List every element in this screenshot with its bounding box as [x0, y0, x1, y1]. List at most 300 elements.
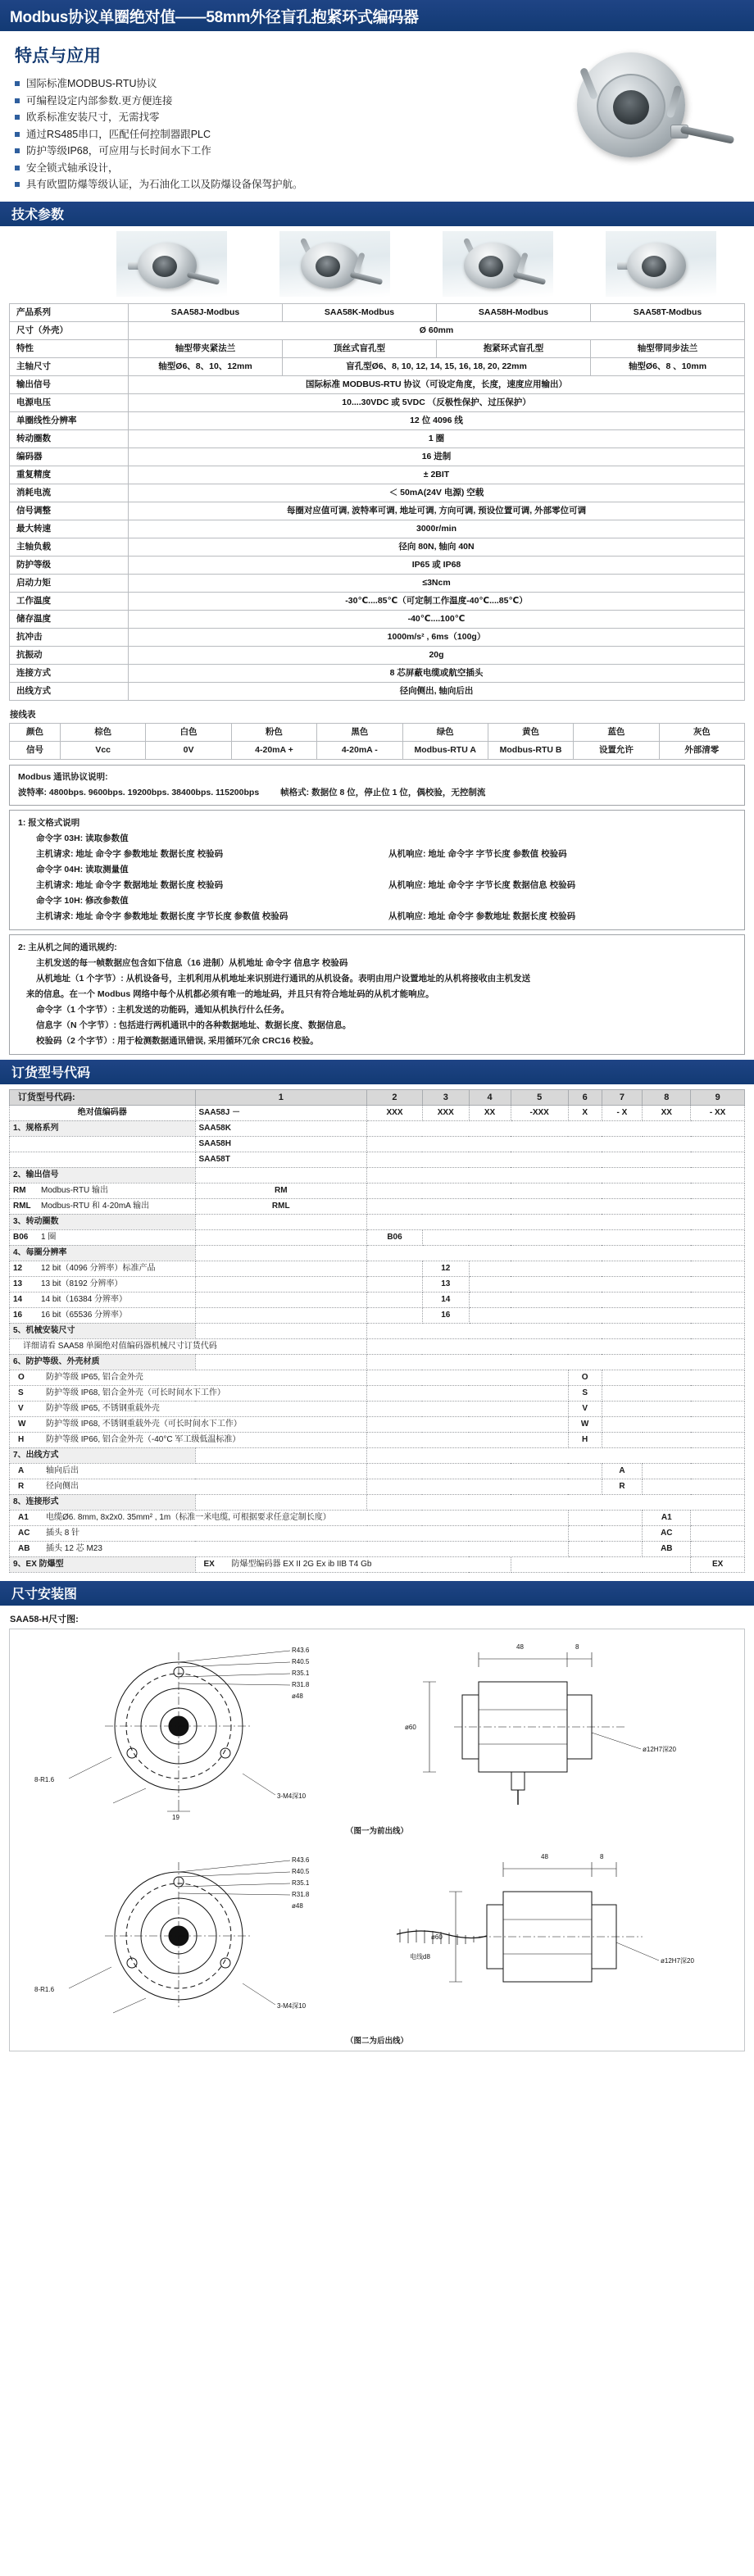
table-row	[10, 1447, 745, 1463]
wiring-color: 灰色	[659, 723, 744, 741]
front-view-svg	[15, 1634, 375, 1823]
wiring-color: 绿色	[402, 723, 488, 741]
table-row	[10, 375, 745, 393]
row-value: 径向侧出, 轴向后出	[129, 682, 745, 700]
table-row	[10, 1183, 745, 1198]
order-item	[10, 1479, 367, 1494]
protocol-master-slave-box	[9, 934, 745, 1055]
row-label: 电源电压	[10, 393, 129, 411]
order-spacer	[367, 1307, 423, 1323]
dim-label: 3-M4深10	[277, 1792, 307, 1800]
order-code-slots	[469, 1276, 744, 1292]
row-value: -30℃....85℃（可定制工作温度-40℃....85℃）	[129, 592, 745, 610]
row-value: 每圈对应值可调, 波特率可调, 地址可调, 方向可调, 预设位置可调, 外部零位可调	[129, 502, 745, 520]
table-row	[10, 321, 745, 339]
dimensions-banner	[0, 1581, 754, 1606]
order-item-desc: 12 bit（4096 分辨率）标准产品	[41, 1263, 156, 1273]
row-value: 国际标准 MODBUS-RTU 协议（可设定角度，长度，速度应用输出）	[129, 375, 745, 393]
order-item-desc: 16 bit（65536 分辨率）	[41, 1310, 128, 1320]
feature-text: 防护等级IP68，可应用与长时间水下工作	[26, 145, 211, 157]
table-row	[10, 429, 745, 448]
dimensions-caption: SAA58-H尺寸图:	[10, 1614, 79, 1624]
table-row	[10, 411, 745, 429]
order-spacer	[195, 1261, 367, 1276]
order-item-desc: 防护等级 IP65, 不锈钢重载外壳	[46, 1403, 160, 1413]
side-view-svg	[380, 1634, 741, 1823]
protocol-section	[9, 765, 745, 1055]
square-bullet-icon	[15, 148, 20, 153]
table-row	[10, 664, 745, 682]
table-row	[10, 1556, 745, 1572]
table-row	[10, 448, 745, 466]
wiring-color: 粉色	[231, 723, 316, 741]
dim-label: ø48	[292, 1901, 303, 1910]
table-row	[10, 1245, 745, 1261]
table-row	[10, 484, 745, 502]
features-heading: 特点与应用	[15, 47, 101, 66]
tech-params-banner	[0, 202, 754, 226]
order-code-slots	[367, 1323, 745, 1338]
table-row	[10, 1167, 745, 1183]
order-item	[10, 1525, 569, 1541]
row-label: 连接方式	[10, 664, 129, 682]
dim-label: ø12H7深20	[661, 1956, 694, 1965]
row-label: 信号调整	[10, 502, 129, 520]
table-row	[10, 1136, 745, 1152]
order-item-code: B06	[367, 1229, 423, 1245]
order-col-num: 5	[511, 1089, 568, 1105]
order-item-code: W	[568, 1416, 602, 1432]
cable	[350, 271, 384, 284]
order-item-key: W	[18, 1419, 26, 1429]
row-value: -40℃....100℃	[129, 610, 745, 628]
feature-item	[15, 176, 754, 193]
table-row	[10, 1152, 745, 1167]
order-spacer	[195, 1307, 367, 1323]
feature-text: 欧系标准安装尺寸，无需找零	[26, 111, 160, 123]
wiring-color: 黄色	[488, 723, 573, 741]
order-item-code: H	[568, 1432, 602, 1447]
order-item	[10, 1416, 367, 1432]
slave-response: 从机响应: 地址 命令字 参数地址 数据长度 校验码	[388, 911, 576, 921]
order-item-key: RM	[13, 1185, 26, 1195]
order-code-slots	[367, 1401, 569, 1416]
order-item	[10, 1510, 569, 1525]
protocol-message-format-box	[9, 810, 745, 930]
order-item-key: R	[18, 1481, 25, 1491]
wiring-signal: Modbus-RTU A	[402, 741, 488, 759]
order-item	[10, 1401, 367, 1416]
wiring-color-label: 颜色	[10, 723, 61, 741]
row-label: 抗振动	[10, 646, 129, 664]
drawing-side-view-bottom	[380, 1844, 741, 2033]
product-photo-saa58h	[443, 231, 553, 297]
order-col-num: 6	[568, 1089, 602, 1105]
row-label: 出线方式	[10, 682, 129, 700]
order-code-slots	[367, 1338, 745, 1354]
order-base-model: SAA58J －	[195, 1105, 367, 1120]
cell-saa58k: SAA58K-Modbus	[283, 303, 437, 321]
row-label: 主轴尺寸	[10, 357, 129, 375]
table-row	[10, 1323, 745, 1338]
dim-label: R40.5	[292, 1657, 310, 1665]
order-section-title: 9、EX 防爆型	[10, 1556, 196, 1572]
master-request: 主机请求: 地址 命令字 数据地址 数据长度 校验码	[36, 879, 224, 890]
order-item-code: R	[602, 1479, 643, 1494]
row-value: 12 位 4096 线	[129, 411, 745, 429]
table-row	[10, 393, 745, 411]
order-item	[10, 1276, 196, 1292]
order-item-desc: 轴向后出	[46, 1465, 79, 1475]
wiring-signal: 外部清零	[659, 741, 744, 759]
tech-params-table	[9, 303, 745, 701]
drawing-front-view-top	[15, 1634, 375, 1823]
order-code-slots	[691, 1510, 745, 1525]
order-item-desc: SAA58H	[195, 1136, 367, 1152]
front-view-svg-2	[15, 1844, 375, 2033]
order-item-desc: SAA58K	[195, 1120, 367, 1136]
table-row	[10, 1089, 745, 1105]
table-row	[10, 592, 745, 610]
order-code-slots	[469, 1292, 744, 1307]
product-photo-saa58t	[606, 231, 716, 297]
protocol-summary-box	[9, 765, 745, 806]
wiring-signal-label: 信号	[10, 741, 61, 759]
row-value: Ø 60mm	[129, 321, 745, 339]
order-col-num: 1	[195, 1089, 367, 1105]
order-code-slots	[367, 1416, 569, 1432]
cell-saa58t: SAA58T-Modbus	[591, 303, 745, 321]
info-word-desc: 信息字（N 个字节）: 包括进行两机通讯中的各种数据地址、数据长度、数据信息。	[36, 1020, 352, 1030]
order-code-slots	[469, 1261, 744, 1276]
dim-label: 48	[516, 1642, 524, 1651]
wiring-signal: 4-20mA -	[317, 741, 402, 759]
order-item-desc: 径向侧出	[46, 1481, 79, 1491]
wiring-color: 白色	[146, 723, 231, 741]
cell-saa58h: 抱紧环式盲孔型	[437, 339, 591, 357]
wiring-color: 棕色	[61, 723, 146, 741]
order-section-title: 2、输出信号	[10, 1167, 196, 1183]
order-code-slots	[422, 1229, 744, 1245]
table-row	[10, 1338, 745, 1354]
features-list	[0, 75, 754, 193]
order-product-name: 绝对值编码器	[10, 1105, 196, 1120]
order-placeholder: XX	[643, 1105, 691, 1120]
wiring-signal: Modbus-RTU B	[488, 741, 573, 759]
table-row	[10, 1541, 745, 1556]
side-view-svg-2	[380, 1844, 741, 2033]
table-row	[10, 1307, 745, 1323]
command-04h-head: 命令字 04H: 读取测量值	[36, 864, 129, 875]
order-code-slots	[367, 1370, 569, 1385]
row-label: 特性	[10, 339, 129, 357]
cell-shaft-sizes-t: 轴型Ø6、8 、10mm	[591, 357, 745, 375]
dim-label: R43.6	[292, 1646, 310, 1654]
order-code-slots	[367, 1494, 745, 1510]
order-code-slots	[367, 1354, 745, 1370]
order-item-desc: 详细请看 SAA58 单圈绝对值编码器机械尺寸订货代码	[10, 1338, 367, 1354]
order-item-code: A	[602, 1463, 643, 1479]
order-code-banner-label: 订货型号代码	[11, 1066, 91, 1080]
row-label: 储存温度	[10, 610, 129, 628]
cell-blind-bore-sizes: 盲孔型Ø6、8, 10, 12, 14, 15, 16, 18, 20, 22mm	[283, 357, 591, 375]
order-item-desc: SAA58T	[195, 1152, 367, 1167]
order-item-key: RML	[13, 1201, 31, 1211]
row-label: 单圈线性分辨率	[10, 411, 129, 429]
order-item-key: EX	[203, 1559, 215, 1569]
order-item-desc: 防护等级 IP68, 铝合金外壳（可长时间水下工作）	[46, 1388, 225, 1397]
command-word-desc: 命令字（1 个字节）: 主机发送的功能码，通知从机执行什么任务。	[36, 1004, 290, 1015]
row-value: ≤3Ncm	[129, 574, 745, 592]
order-item-key: 14	[13, 1294, 23, 1304]
table-row	[10, 357, 745, 375]
table-row	[10, 1385, 745, 1401]
feature-text: 具有欧盟防爆等级认证，为石油化工以及防爆设备保驾护航。	[26, 179, 303, 190]
wiring-table-caption: 接线表	[10, 709, 36, 720]
order-spacer	[367, 1276, 423, 1292]
order-item	[10, 1370, 367, 1385]
encoder-bore	[479, 256, 503, 277]
order-placeholder: - XX	[691, 1105, 745, 1120]
order-item-code: 14	[422, 1292, 469, 1307]
order-item-key: H	[18, 1434, 25, 1444]
dim-label: ø12H7深20	[643, 1745, 676, 1753]
cell-saa58j: SAA58J-Modbus	[129, 303, 283, 321]
table-row	[10, 741, 745, 759]
order-item-key: A1	[18, 1512, 29, 1522]
order-spacer	[195, 1447, 367, 1463]
order-code-header-label: 订货型号代码:	[10, 1089, 196, 1105]
order-item	[10, 1261, 196, 1276]
dim-label: R31.8	[292, 1680, 310, 1688]
order-col-num: 7	[602, 1089, 643, 1105]
order-item-code: S	[568, 1385, 602, 1401]
order-item	[10, 1385, 367, 1401]
table-row	[10, 1479, 745, 1494]
order-item	[10, 1307, 196, 1323]
table-row	[10, 574, 745, 592]
wiring-signal: Vcc	[61, 741, 146, 759]
order-code-banner	[0, 1060, 754, 1084]
order-placeholder: X	[568, 1105, 602, 1120]
table-row	[10, 723, 745, 741]
tech-params-banner-label: 技术参数	[11, 208, 65, 222]
slave-address-desc: 从机地址（1 个字节）: 从机设备号，主机利用从机地址来识别进行通讯的从机设备。表明由用户设置地址的从机将接收由主机发送	[36, 973, 531, 984]
order-item-code: V	[568, 1401, 602, 1416]
row-label: 主轴负载	[10, 538, 129, 556]
order-item-desc: Modbus-RTU 和 4-20mA 输出	[41, 1201, 150, 1211]
protocol-baud-frame-row	[18, 785, 736, 801]
order-spacer	[10, 1152, 196, 1167]
command-10h-row	[18, 909, 736, 925]
dim-label: R35.1	[292, 1669, 310, 1677]
order-spacer	[195, 1292, 367, 1307]
table-row	[10, 628, 745, 646]
order-item	[10, 1463, 367, 1479]
encoder-bore	[642, 256, 666, 277]
order-section-title: 6、防护等级、外壳材质	[10, 1354, 196, 1370]
square-bullet-icon	[15, 182, 20, 187]
order-placeholder: XX	[469, 1105, 511, 1120]
feature-item	[15, 75, 754, 93]
table-row	[10, 520, 745, 538]
product-photo-strip	[0, 226, 754, 302]
order-code-slots	[691, 1541, 745, 1556]
feature-text: 国际标准MODBUS-RTU协议	[26, 78, 157, 89]
order-item-key: 16	[13, 1310, 23, 1320]
dim-label: ø60	[431, 1933, 443, 1941]
order-col-num: 8	[643, 1089, 691, 1105]
feature-text: 通过RS485串口，匹配任何控制器跟PLC	[26, 128, 211, 140]
table-row	[10, 538, 745, 556]
order-code-slots	[511, 1556, 691, 1572]
order-item-key: O	[18, 1372, 25, 1382]
table-row	[10, 339, 745, 357]
order-code-slots	[367, 1245, 745, 1261]
order-item-desc: 防护等级 IP68, 不锈钢重载外壳（可长时间水下工作）	[46, 1419, 242, 1429]
row-label: 转动圈数	[10, 429, 129, 448]
order-item-key: A	[18, 1465, 25, 1475]
order-code-slots	[367, 1120, 745, 1136]
feature-item	[15, 109, 754, 126]
cable	[187, 271, 220, 284]
row-label: 工作温度	[10, 592, 129, 610]
order-placeholder: XXX	[422, 1105, 469, 1120]
order-item-desc: 防爆型编码器 EX II 2G Ex ib IIB T4 Gb	[231, 1559, 372, 1569]
feature-text: 安全锁式轴承设计，	[26, 161, 119, 174]
order-section-title: 8、连接形式	[10, 1494, 196, 1510]
order-item	[10, 1292, 196, 1307]
feature-item	[15, 93, 754, 110]
order-item-desc: 防护等级 IP65, 铝合金外壳	[46, 1372, 143, 1382]
order-item	[10, 1229, 196, 1245]
master-request: 主机请求: 地址 命令字 参数地址 数据长度 字节长度 参数值 校验码	[36, 911, 288, 921]
order-spacer	[10, 1136, 196, 1152]
row-value: 16 进制	[129, 448, 745, 466]
table-row	[10, 1401, 745, 1416]
wiring-color: 黑色	[317, 723, 402, 741]
product-photo-saa58j	[116, 231, 227, 297]
protocol-title: Modbus 通讯协议说明:	[18, 771, 108, 782]
order-item-code: 12	[422, 1261, 469, 1276]
row-value: 10....30VDC 或 5VDC （反极性保护、过压保护）	[129, 393, 745, 411]
order-spacer	[195, 1323, 367, 1338]
table-row	[10, 1214, 745, 1229]
order-code-slots	[568, 1525, 643, 1541]
order-item-code: 16	[422, 1307, 469, 1323]
order-code-slots	[367, 1432, 569, 1447]
dimension-drawings	[9, 1629, 745, 2051]
order-spacer	[195, 1494, 367, 1510]
table-row	[10, 1105, 745, 1120]
row-value: 3000r/min	[129, 520, 745, 538]
order-section-title: 1、规格系列	[10, 1120, 196, 1136]
order-item-code: RM	[195, 1183, 367, 1198]
order-code-slots	[367, 1136, 745, 1152]
dimension-row-bottom	[15, 1844, 739, 2033]
row-value: 8 芯屏蔽电缆或航空插头	[129, 664, 745, 682]
table-row	[10, 1525, 745, 1541]
order-col-num: 9	[691, 1089, 745, 1105]
order-item-key: AC	[18, 1528, 30, 1538]
order-item-desc: 插头 8 针	[46, 1528, 80, 1538]
order-section-title: 5、机械安装尺寸	[10, 1323, 196, 1338]
order-item-desc: 1 圈	[41, 1232, 57, 1242]
table-row	[10, 303, 745, 321]
order-code-slots	[367, 1463, 602, 1479]
row-value: 径向 80N, 轴向 40N	[129, 538, 745, 556]
table-row	[10, 646, 745, 664]
order-code-slots	[602, 1416, 744, 1432]
table-row	[10, 610, 745, 628]
order-code-slots	[367, 1183, 745, 1198]
dim-label: 48	[541, 1852, 548, 1860]
table-row	[10, 1261, 745, 1276]
wiring-table	[9, 723, 745, 760]
order-code-slots	[367, 1198, 745, 1214]
feature-item	[15, 143, 754, 160]
row-label: 输出信号	[10, 375, 129, 393]
row-value: IP65 或 IP68	[129, 556, 745, 574]
feature-text: 可编程设定内部参数.更方便连接	[26, 94, 173, 107]
master-request: 主机请求: 地址 命令字 参数地址 数据长度 校验码	[36, 848, 224, 859]
product-photo-saa58k	[279, 231, 390, 297]
order-item-code: 13	[422, 1276, 469, 1292]
square-bullet-icon	[15, 132, 20, 137]
command-03h-head: 命令字 03H: 读取参数值	[36, 833, 129, 843]
order-item-key: V	[18, 1403, 24, 1413]
slave-response: 从机响应: 地址 命令字 字节长度 参数值 校验码	[388, 848, 567, 859]
order-item-code: RML	[195, 1198, 367, 1214]
square-bullet-icon	[15, 98, 20, 103]
drawing-side-view-top	[380, 1634, 741, 1823]
square-bullet-icon	[15, 166, 20, 170]
order-item-code: AB	[643, 1541, 691, 1556]
order-code-slots	[602, 1401, 744, 1416]
order-spacer	[195, 1245, 367, 1261]
encoder-bore	[316, 256, 340, 277]
dimension-caption-top: （图一为前出线）	[345, 1826, 408, 1836]
row-label: 编码器	[10, 448, 129, 466]
order-item-key: B06	[13, 1232, 29, 1242]
order-item-code: A1	[643, 1510, 691, 1525]
dim-label: 3-M4深10	[277, 2001, 307, 2010]
order-code-slots	[643, 1463, 745, 1479]
order-item	[10, 1198, 196, 1214]
order-spacer	[195, 1229, 367, 1245]
order-section-title: 7、出线方式	[10, 1447, 196, 1463]
order-item-desc: 插头 12 芯 M23	[46, 1543, 102, 1553]
protocol-section1-title: 1: 报文格式说明	[18, 817, 80, 828]
dim-label: 19	[172, 1813, 179, 1821]
order-item	[195, 1556, 511, 1572]
wiring-signal: 设置允许	[574, 741, 659, 759]
wiring-signal: 4-20mA +	[231, 741, 316, 759]
order-spacer	[195, 1276, 367, 1292]
order-item-desc: Modbus-RTU 输出	[41, 1185, 109, 1195]
table-row	[10, 682, 745, 700]
order-item-code: AC	[643, 1525, 691, 1541]
cell-saa58t: 轴型带同步法兰	[591, 339, 745, 357]
row-label: 产品系列	[10, 303, 129, 321]
dimensions-banner-label: 尺寸安装图	[11, 1588, 78, 1601]
order-placeholder: -XXX	[511, 1105, 568, 1120]
order-code-slots	[367, 1385, 569, 1401]
order-section-title: 4、每圈分辨率	[10, 1245, 196, 1261]
slave-address-desc-cont: 来的信息。在一个 Modbus 网络中每个从机都必须有唯一的地址码，并且只有符合地址码的从机才能响应。	[26, 988, 434, 999]
row-label: 尺寸（外壳）	[10, 321, 129, 339]
table-row	[10, 556, 745, 574]
